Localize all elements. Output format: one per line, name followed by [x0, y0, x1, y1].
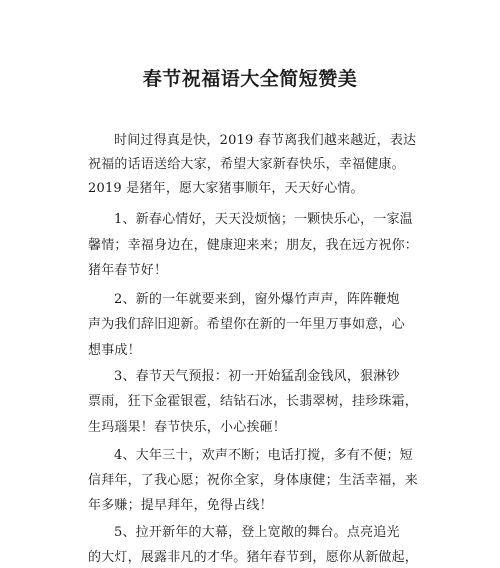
item-3-line-1: 3、春节天气预报：初一开始猛刮金钱风，狠淋钞	[114, 369, 400, 384]
item-3-line-3: 生玛瑙果！春节快乐，小心挨砸！	[88, 420, 287, 435]
intro-line-1: 时间过得真是快，2019 春节离我们越来越近，表达	[114, 133, 417, 148]
item-2-line-1: 2、新的一年就要来到，窗外爆竹声声，阵阵鞭炮	[114, 292, 400, 307]
item-5-line-1: 5、拉开新年的大幕，登上宽敞的舞台。点亮追光	[114, 525, 400, 540]
item-3-line-2: 票雨，狂下金霍银雹，结钻石冰，长翡翠树，挂珍珠霜，	[88, 394, 419, 409]
intro-line-2: 祝福的话语送给大家，希望大家新春快乐，幸福健康。	[88, 157, 405, 172]
item-4-line-2: 信拜年，了我心愿；祝你全家，身体康健；生活幸福，来	[88, 473, 419, 488]
item-5-line-2: 的大灯，展露非凡的才华。猪年春节到，愿你从新做起，	[88, 550, 419, 565]
item-1-line-3: 猪年春节好！	[88, 263, 168, 278]
intro-line-3: 2019 是猪年，愿大家猪事顺年，天天好心情。	[88, 181, 364, 196]
item-1-line-2: 馨情；幸福身边在，健康迎来来；朋友，我在远方祝你：	[88, 238, 419, 253]
item-1-line-1: 1、新春心情好，天天没烦恼；一颗快乐心，一家温	[114, 212, 413, 227]
item-4-line-3: 年多赚；提早拜年，免得占线！	[88, 498, 273, 513]
item-2-line-3: 想事成！	[88, 343, 141, 358]
item-4-line-1: 4、大年三十，欢声不断；电话打搅，多有不便；短	[114, 448, 413, 463]
item-2-line-2: 声为我们辞旧迎新。希望你在新的一年里万事如意，心	[88, 317, 405, 332]
document-title: 春节祝福语大全简短赞美	[142, 68, 358, 90]
